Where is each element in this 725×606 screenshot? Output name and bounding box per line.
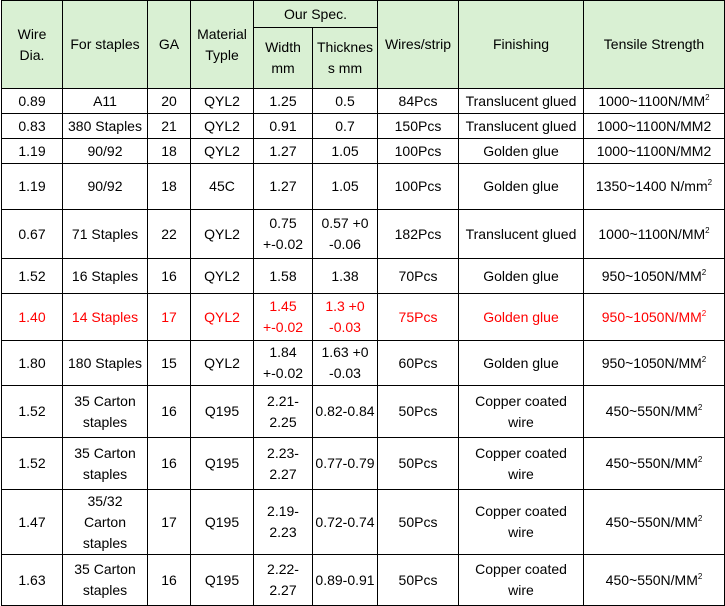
- cell-finishing: Golden glue: [459, 139, 584, 164]
- cell-for-staples: 180 Staples: [63, 341, 148, 386]
- cell-ga: 22: [148, 210, 191, 259]
- header-material-type: Material Typle: [191, 1, 254, 89]
- table-row: [2, 139, 725, 164]
- cell-width: 1.45 +-0.02: [254, 294, 313, 341]
- cell-thickness: 0.72-0.74: [313, 490, 378, 555]
- cell-tensile-strength: [584, 555, 725, 606]
- cell-finishing: Golden glue: [459, 294, 584, 341]
- cell-for-staples: 90/92: [63, 164, 148, 210]
- cell-width: 1.58: [254, 259, 313, 294]
- tensile-value: 950~1050N/MM: [601, 267, 702, 284]
- cell-thickness: 0.82-0.84: [313, 386, 378, 438]
- tensile-unit-superscript: 2: [697, 571, 703, 581]
- cell-tensile-strength: [584, 259, 725, 294]
- cell-finishing: Translucent glued: [459, 89, 584, 114]
- cell-finishing: Copper coated wire: [459, 386, 584, 438]
- cell-wires-strip: 70Pcs: [378, 259, 459, 294]
- cell-ga: 16: [148, 386, 191, 438]
- cell-wire-dia: 0.67: [2, 210, 63, 259]
- cell-ga: 17: [148, 490, 191, 555]
- cell-wire-dia: 1.52: [2, 386, 63, 438]
- cell-wires-strip: 50Pcs: [378, 490, 459, 555]
- tensile-unit-superscript: 2: [701, 354, 707, 364]
- cell-ga: 20: [148, 89, 191, 114]
- cell-material: QYL2: [191, 259, 254, 294]
- cell-for-staples: A11: [63, 89, 148, 114]
- cell-wires-strip: 50Pcs: [378, 438, 459, 490]
- table-row: [2, 259, 725, 294]
- tensile-value: 950~1050N/MM: [601, 354, 702, 371]
- tensile-value: 450~550N/MM: [605, 513, 698, 530]
- cell-material: Q195: [191, 555, 254, 606]
- cell-for-staples: 35 Carton staples: [63, 555, 148, 606]
- cell-tensile-strength: [584, 164, 725, 210]
- cell-thickness: 1.63 +0 -0.03: [313, 341, 378, 386]
- cell-material: 45C: [191, 164, 254, 210]
- cell-tensile-strength: [584, 386, 725, 438]
- header-wires-strip: Wires/strip: [378, 1, 459, 89]
- cell-tensile-strength: [584, 210, 725, 259]
- cell-for-staples: 35 Carton staples: [63, 386, 148, 438]
- cell-for-staples: 35 Carton staples: [63, 438, 148, 490]
- cell-for-staples: 380 Staples: [63, 114, 148, 139]
- cell-wires-strip: 84Pcs: [378, 89, 459, 114]
- cell-material: QYL2: [191, 114, 254, 139]
- cell-thickness: 1.3 +0 -0.03: [313, 294, 378, 341]
- table-row: [2, 210, 725, 259]
- tensile-value: 1000~1100N/MM: [598, 92, 706, 109]
- header-thickness: Thicknes s mm: [313, 28, 378, 89]
- cell-width: 1.27: [254, 164, 313, 210]
- tensile-unit-superscript: 2: [705, 225, 710, 235]
- header-our-spec: Our Spec.: [254, 1, 378, 28]
- tensile-value: 950~1050N/MM: [601, 308, 702, 325]
- cell-width: 1.84 +-0.02: [254, 341, 313, 386]
- cell-material: Q195: [191, 438, 254, 490]
- cell-material: QYL2: [191, 210, 254, 259]
- cell-thickness: 0.89-0.91: [313, 555, 378, 606]
- cell-wire-dia: 1.19: [2, 164, 63, 210]
- cell-wires-strip: 50Pcs: [378, 555, 459, 606]
- cell-thickness: 0.5: [313, 89, 378, 114]
- cell-tensile-strength: [584, 294, 725, 341]
- cell-wire-dia: 1.19: [2, 139, 63, 164]
- cell-tensile-strength: [584, 490, 725, 555]
- cell-wires-strip: 60Pcs: [378, 341, 459, 386]
- tensile-unit-superscript: 2: [697, 455, 703, 464]
- cell-ga: 16: [148, 438, 191, 490]
- tensile-unit-superscript: 2: [697, 403, 703, 412]
- cell-wire-dia: 1.52: [2, 438, 63, 490]
- cell-wires-strip: 100Pcs: [378, 164, 459, 210]
- cell-for-staples: 71 Staples: [63, 210, 148, 259]
- cell-ga: 15: [148, 341, 191, 386]
- cell-wires-strip: 75Pcs: [378, 294, 459, 341]
- table-row: [2, 386, 725, 438]
- tensile-value: 1000~1100N/MM2: [596, 142, 712, 159]
- table-row: [2, 341, 725, 386]
- cell-width: 2.23-2.27: [254, 438, 313, 490]
- cell-ga: 17: [148, 294, 191, 341]
- tensile-unit-superscript: 2: [707, 178, 713, 187]
- cell-wire-dia: 1.80: [2, 341, 63, 386]
- cell-wires-strip: 100Pcs: [378, 139, 459, 164]
- tensile-value: 1000~1100N/MM2: [596, 117, 712, 134]
- cell-thickness: 0.57 +0 -0.06: [313, 210, 378, 259]
- header-width: Width mm: [254, 28, 313, 89]
- cell-material: QYL2: [191, 341, 254, 386]
- cell-finishing: Copper coated wire: [459, 555, 584, 606]
- cell-wire-dia: 1.40: [2, 294, 63, 341]
- cell-width: 2.21-2.25: [254, 386, 313, 438]
- cell-wires-strip: 50Pcs: [378, 386, 459, 438]
- tensile-value: 1350~1400 N/mm: [595, 178, 708, 194]
- cell-for-staples: 90/92: [63, 139, 148, 164]
- cell-for-staples: 16 Staples: [63, 259, 148, 294]
- table-row: [2, 294, 725, 341]
- cell-thickness: 0.77-0.79: [313, 438, 378, 490]
- table-row: [2, 114, 725, 139]
- header-ga: GA: [148, 1, 191, 89]
- cell-tensile-strength: [584, 89, 725, 114]
- tensile-value: 450~550N/MM: [605, 455, 698, 471]
- cell-tensile-strength: [584, 341, 725, 386]
- tensile-unit-superscript: 2: [697, 513, 703, 523]
- header-for-staples: For staples: [63, 1, 148, 89]
- cell-finishing: Golden glue: [459, 259, 584, 294]
- cell-wire-dia: 0.83: [2, 114, 63, 139]
- tensile-value: 450~550N/MM: [605, 403, 698, 419]
- tensile-unit-superscript: 2: [701, 308, 707, 318]
- cell-material: QYL2: [191, 294, 254, 341]
- table-row: [2, 164, 725, 210]
- spec-table-body: [2, 89, 725, 606]
- cell-wires-strip: 150Pcs: [378, 114, 459, 139]
- tensile-value: 450~550N/MM: [605, 571, 698, 588]
- cell-width: 2.22-2.27: [254, 555, 313, 606]
- cell-wires-strip: 182Pcs: [378, 210, 459, 259]
- cell-ga: 16: [148, 555, 191, 606]
- header-tensile-strength: Tensile Strength: [584, 1, 725, 89]
- spec-table: [1, 0, 725, 606]
- cell-ga: 18: [148, 139, 191, 164]
- tensile-unit-superscript: 2: [701, 267, 707, 277]
- table-row: [2, 555, 725, 606]
- cell-tensile-strength: [584, 139, 725, 164]
- cell-material: QYL2: [191, 139, 254, 164]
- cell-finishing: Translucent glued: [459, 114, 584, 139]
- cell-width: 0.75 +-0.02: [254, 210, 313, 259]
- cell-material: Q195: [191, 386, 254, 438]
- cell-thickness: 1.05: [313, 139, 378, 164]
- cell-thickness: 1.38: [313, 259, 378, 294]
- cell-thickness: 1.05: [313, 164, 378, 210]
- cell-ga: 16: [148, 259, 191, 294]
- cell-for-staples: 14 Staples: [63, 294, 148, 341]
- cell-tensile-strength: [584, 438, 725, 490]
- table-row: [2, 89, 725, 114]
- cell-finishing: Golden glue: [459, 341, 584, 386]
- cell-wire-dia: 0.89: [2, 89, 63, 114]
- cell-finishing: Golden glue: [459, 164, 584, 210]
- cell-width: 2.19-2.23: [254, 490, 313, 555]
- cell-for-staples: 35/32 Carton staples: [63, 490, 148, 555]
- cell-width: 1.27: [254, 139, 313, 164]
- tensile-value: 1000~1100N/MM: [598, 225, 706, 242]
- cell-ga: 21: [148, 114, 191, 139]
- cell-tensile-strength: [584, 114, 725, 139]
- cell-width: 0.91: [254, 114, 313, 139]
- cell-finishing: Copper coated wire: [459, 438, 584, 490]
- cell-material: QYL2: [191, 89, 254, 114]
- cell-width: 1.25: [254, 89, 313, 114]
- cell-wire-dia: 1.47: [2, 490, 63, 555]
- cell-wire-dia: 1.52: [2, 259, 63, 294]
- cell-finishing: Copper coated wire: [459, 490, 584, 555]
- table-row: [2, 490, 725, 555]
- table-row: [2, 438, 725, 490]
- cell-material: Q195: [191, 490, 254, 555]
- cell-wire-dia: 1.63: [2, 555, 63, 606]
- tensile-unit-superscript: 2: [705, 92, 710, 102]
- header-finishing: Finishing: [459, 1, 584, 89]
- header-wire-dia: Wire Dia.: [2, 1, 63, 89]
- cell-ga: 18: [148, 164, 191, 210]
- cell-thickness: 0.7: [313, 114, 378, 139]
- cell-finishing: Translucent glued: [459, 210, 584, 259]
